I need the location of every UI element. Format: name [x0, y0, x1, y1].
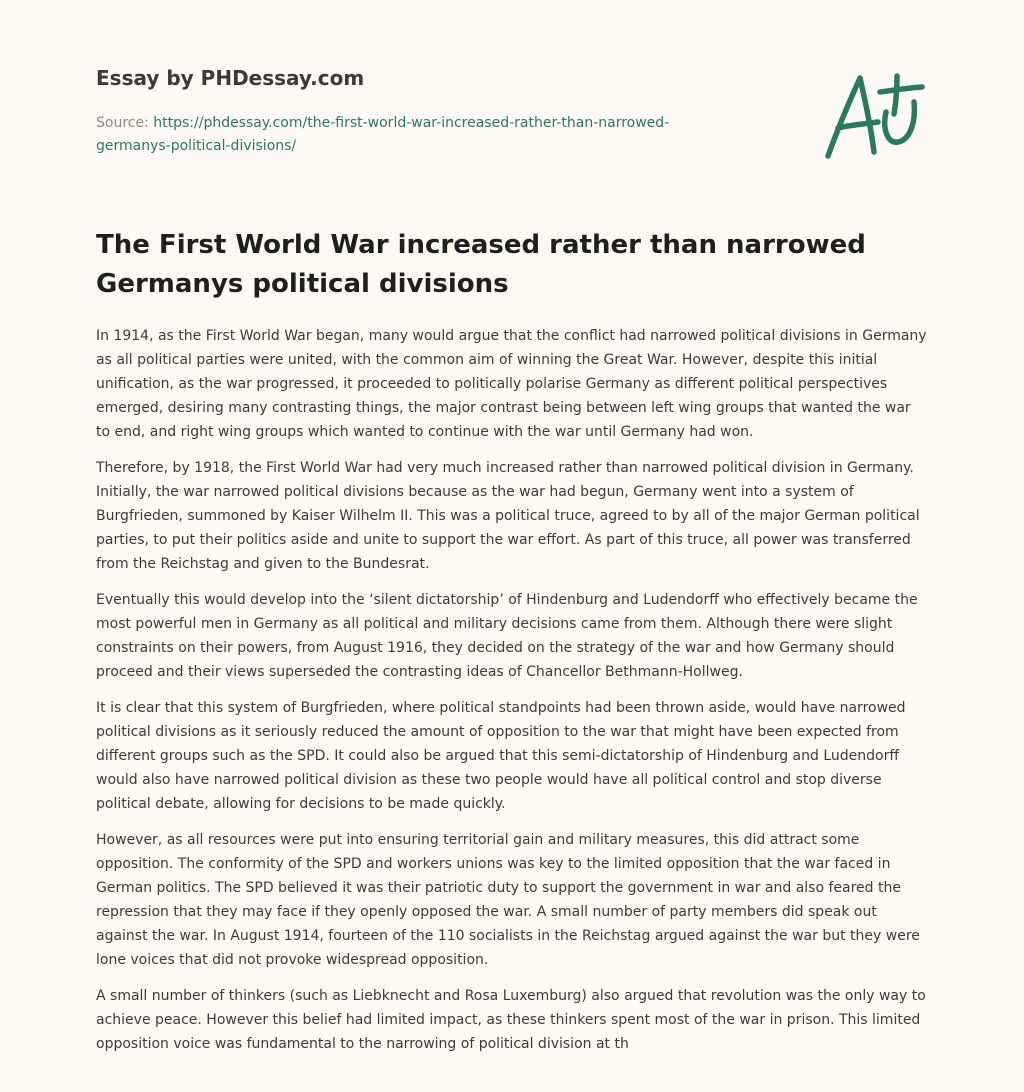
- paragraph: Therefore, by 1918, the First World War had very much increased rather than narrowed political division in Germany. Initially, the war narrowed political divisions because as the war had begun, Germany went into a system of Burgfrieden, summoned by Kaiser Wilhelm II. This was a political truce, agreed to by all of the major German political parties, to put their politics aside and unite to support the war effort. As part of this truce, all power was transferred from the Reichstag and given to the Bundesrat.: [96, 460, 920, 572]
- source-label: Source:: [96, 115, 149, 131]
- paragraph: It is clear that this system of Burgfrieden, where political standpoints had been thrown aside, would have narrowed political divisions as it seriously reduced the amount of opposition to the war that might have been expected from different groups such as the SPD. It could also be argued that this semi-dictatorship of Hindenburg and Ludendorff would also have narrowed political division as these two people would have all political control and stop diverse political debate, allowing for decisions to be made quickly.: [96, 700, 906, 812]
- paragraph: In 1914, as the First World War began, many would argue that the conflict had narrowed political divisions in Germany as all political parties were united, with the common aim of winning the Great War. However, despite this initial unification, as the war progressed, it proceeded to politically polarise Germany as different political perspectives emerged, desiring many contrasting things, the major contrast being between left wing groups that wanted the war to end, and right wing groups which wanted to continue with the war until Germany had won.: [96, 328, 927, 440]
- paragraph: However, as all resources were put into ensuring territorial gain and military measures, this did attract some opposition. The conformity of the SPD and workers unions was key to the limited opposition that the war faced in German politics. The SPD believed it was their patriotic duty to support the government in war and also feared the repression that they may face if they openly opposed the war. A small number of party members did speak out against the war. In August 1914, fourteen of the 110 socialists in the Reichstag argued against the war but they were lone voices that did not provoke widespread opposition.: [96, 832, 920, 968]
- paragraph: Eventually this would develop into the ‘silent dictatorship’ of Hindenburg and Ludendorff who effectively became the most powerful men in Germany as all political and military decisions came from them. Although there were slight constraints on their powers, from August 1916, they decided on the strategy of the war and how Germany should proceed and their views superseded the contrasting ideas of Chancellor Bethmann-Hollweg.: [96, 592, 918, 680]
- source-line: [96, 112, 736, 158]
- paragraph: A small number of thinkers (such as Liebknecht and Rosa Luxemburg) also argued that revolution was the only way to achieve peace. However this belief had limited impact, as these thinkers spent most of the war in prison. This limited opposition voice was fundamental to the narrowing of political division at th: [96, 988, 926, 1052]
- a-plus-logo-icon: [824, 68, 928, 164]
- brand-title: Essay by PHDessay.com: [96, 66, 365, 90]
- article-title: The First World War increased rather than narrowed Germanys political divisions: [96, 230, 866, 299]
- article-body: [96, 324, 928, 1068]
- source-link[interactable]: https://phdessay.com/the-first-world-war-increased-rather-than-narrowed-germanys-political-divisions/: [96, 115, 670, 154]
